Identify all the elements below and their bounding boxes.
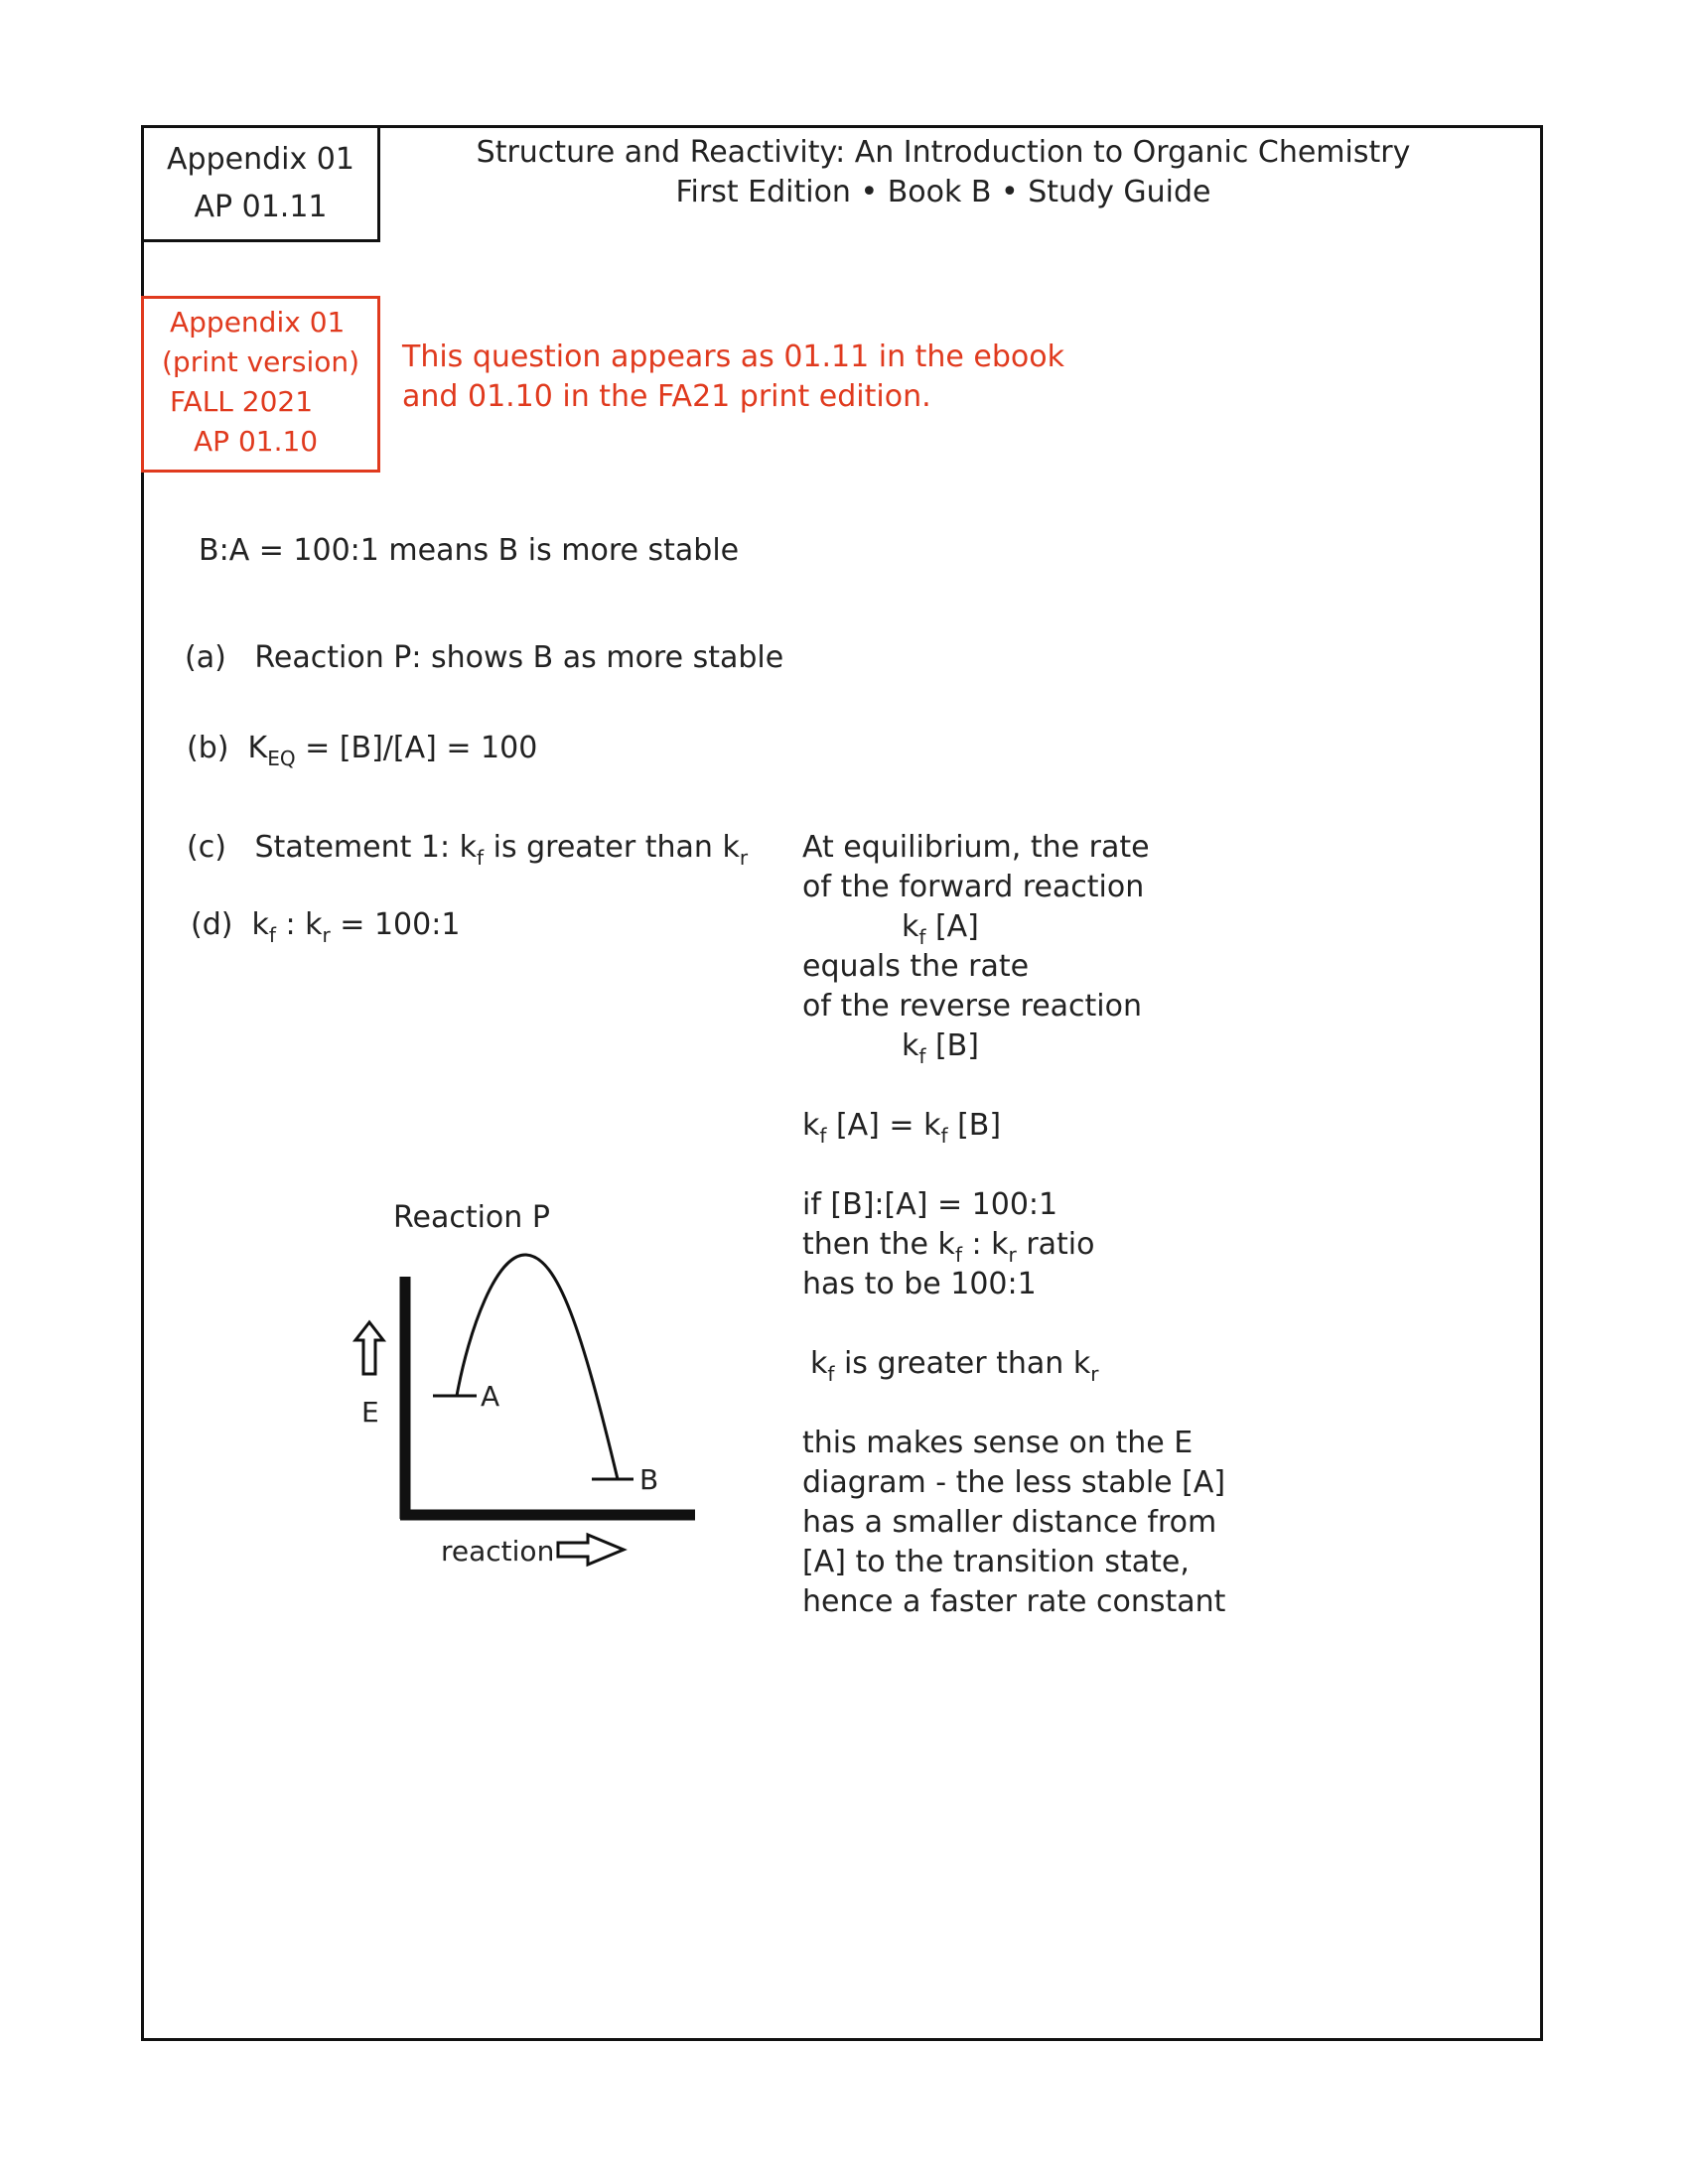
intro-statement: B:A = 100:1 means B is more stable [199, 533, 740, 568]
answer-b [187, 729, 537, 768]
expl-line-9 [802, 1225, 1225, 1265]
corner-problem-number: AP 01.11 [194, 190, 328, 224]
expl-line-11-sub1: f [827, 1362, 835, 1386]
print-version-label: (print version) [162, 345, 360, 378]
expl-line-8: if [B]:[A] = 100:1 [802, 1187, 1058, 1222]
expl-line-9-sub1: f [954, 1243, 962, 1267]
book-title: Structure and Reactivity: An Introduction to Organic Chemistry [476, 135, 1411, 170]
expl-line-12: this makes sense on the E [802, 1426, 1194, 1460]
expl-line-9-a: then the k [802, 1227, 955, 1262]
expl-line-3-k: k [902, 909, 919, 944]
page-header [397, 133, 1489, 212]
answer-c [187, 828, 748, 868]
answer-b-label: (b) [187, 731, 229, 765]
answer-d-ratio: = 100:1 [330, 907, 461, 942]
answer-d [191, 905, 460, 945]
answer-c-sub-r: r [739, 846, 749, 870]
expl-line-7-sub2: f [940, 1124, 948, 1148]
y-label: E [361, 1396, 379, 1429]
expl-line-3-sub: f [918, 925, 926, 949]
expl-line-13: diagram - the less stable [A] [802, 1465, 1226, 1500]
print-problem-number: AP 01.10 [194, 425, 319, 458]
answer-a [185, 638, 783, 678]
expl-line-9-sub2: r [1008, 1243, 1017, 1267]
expl-line-3 [802, 907, 1225, 947]
expl-line-3-rest: [A] [925, 909, 979, 944]
expl-line-6 [802, 1026, 1225, 1066]
energy-diagram [338, 1191, 735, 1608]
expl-line-6-sub: f [918, 1044, 926, 1068]
label-a: A [481, 1380, 500, 1413]
label-b: B [639, 1463, 659, 1496]
x-label: reaction [441, 1535, 555, 1568]
corner-appendix-label: Appendix 01 [167, 142, 354, 177]
answer-d-label: (d) [191, 907, 233, 942]
equilibrium-explanation [802, 828, 1225, 1622]
print-note-line-2: and 01.10 in the FA21 print edition. [402, 379, 931, 414]
book-edition: First Edition • Book B • Study Guide [675, 175, 1211, 209]
answer-c-sub-f: f [477, 846, 485, 870]
expl-line-7-sub1: f [819, 1124, 827, 1148]
answer-d-sub-f: f [268, 923, 276, 947]
expl-line-10: has to be 100:1 [802, 1267, 1037, 1301]
expl-line-16: hence a faster rate constant [802, 1584, 1226, 1619]
keq-subscript: EQ [267, 747, 296, 770]
expl-line-5: of the reverse reaction [802, 989, 1142, 1024]
expl-line-6-rest: [B] [925, 1028, 979, 1063]
answer-d-sub-r: r [322, 923, 331, 947]
print-term-label: FALL 2021 [170, 385, 314, 418]
print-edition-note [402, 338, 1064, 417]
up-arrow-icon [355, 1322, 383, 1374]
keq-symbol: K [247, 731, 268, 765]
answer-b-text: = [B]/[A] = 100 [295, 731, 538, 765]
print-appendix-label: Appendix 01 [170, 306, 346, 339]
print-note-line-1: This question appears as 01.11 in the ebook [402, 340, 1065, 374]
expl-line-15: [A] to the transition state, [802, 1545, 1190, 1579]
right-arrow-icon [558, 1535, 624, 1565]
diagram-title: Reaction P [393, 1200, 550, 1235]
expl-line-11 [802, 1344, 1225, 1384]
expl-line-11-sub2: r [1090, 1362, 1099, 1386]
answer-c-text: Statement 1: k [254, 830, 478, 865]
expl-line-14: has a smaller distance from [802, 1505, 1217, 1540]
answer-d-mid: : k [275, 907, 323, 942]
answer-c-mid: is greater than k [484, 830, 740, 865]
print-version-box [141, 296, 380, 473]
appendix-corner-box [141, 125, 380, 242]
expl-line-7-rest: [B] [947, 1108, 1002, 1143]
expl-line-7 [802, 1106, 1225, 1146]
answer-a-label: (a) [185, 640, 226, 675]
expl-line-11-mid: is greater than k [834, 1346, 1091, 1381]
expl-line-9-rest: ratio [1016, 1227, 1095, 1262]
expl-line-4: equals the rate [802, 949, 1030, 984]
answer-a-text: Reaction P: shows B as more stable [254, 640, 784, 675]
answer-d-k: k [251, 907, 269, 942]
expl-line-6-k: k [902, 1028, 919, 1063]
expl-line-9-mid: : k [961, 1227, 1009, 1262]
expl-line-7-k1: k [802, 1108, 820, 1143]
expl-line-11-k1: k [810, 1346, 828, 1381]
expl-line-1: At equilibrium, the rate [802, 830, 1150, 865]
expl-line-7-mid: [A] = k [826, 1108, 941, 1143]
expl-line-2: of the forward reaction [802, 870, 1145, 904]
energy-curve [457, 1255, 618, 1479]
answer-c-label: (c) [187, 830, 226, 865]
